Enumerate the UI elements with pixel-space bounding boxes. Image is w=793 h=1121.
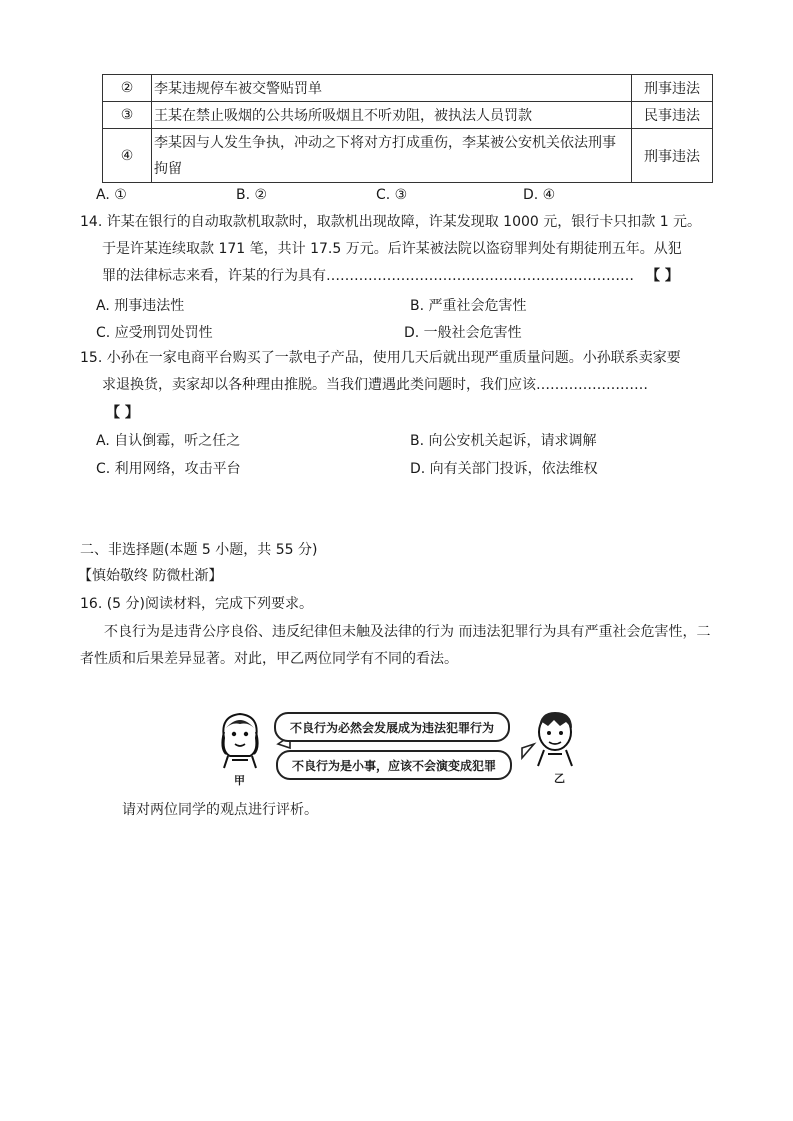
right-label: 乙: [554, 772, 565, 785]
q14-answer-bracket: 【 】: [646, 268, 679, 284]
q14-option-a: A. 刑事违法性: [96, 298, 185, 314]
q16-paragraph-line2: 者性质和后果差异显著。对此，甲乙两位同学有不同的看法。: [80, 651, 458, 667]
q14-line1: 14. 许某在银行的自动取款机取款时，取款机出现故障，许某发现取 1000 元，银行卡只扣款 1 元。: [80, 214, 702, 230]
row-description: 李某因与人发生争执，冲动之下将对方打成重伤，李某被公安机关依法刑事拘留: [154, 134, 616, 177]
q15-option-c: C. 利用网络，攻击平台: [96, 461, 241, 477]
section-theme: 【慎始敬终 防微杜渐】: [78, 568, 223, 584]
q15-answer-bracket: 【 】: [106, 405, 139, 421]
q13-option-c: C. ③: [376, 187, 408, 203]
q13-option-a: A. ①: [96, 187, 127, 203]
q13-option-d: D. ④: [523, 187, 556, 203]
row-number: ④: [103, 129, 152, 183]
table-row: [103, 129, 713, 183]
row-type: 民事违法: [632, 102, 713, 129]
boy-figure: [526, 706, 584, 768]
q15-option-b: B. 向公安机关起诉，请求调解: [410, 433, 597, 449]
q15-option-a: A. 自认倒霉，听之任之: [96, 433, 241, 449]
row-number: ②: [103, 75, 152, 102]
speech-bubble-top: [274, 712, 510, 742]
bubble-bottom-text: 不良行为是小事，应该不会演变成犯罪: [291, 758, 496, 773]
speech-bubble-bottom: [276, 750, 512, 780]
table-row: [103, 102, 713, 129]
row-type: 刑事违法: [632, 129, 713, 183]
q14-option-c: C. 应受刑罚处罚性: [96, 325, 213, 341]
table-row: [103, 75, 713, 102]
row-type: 刑事违法: [632, 75, 713, 102]
q16-prompt: 请对两位同学的观点进行评析。: [122, 802, 318, 818]
left-label: 甲: [234, 774, 245, 787]
q15-line2: 求退换货，卖家却以各种理由推脱。当我们遭遇此类问题时，我们应该……………………: [102, 377, 648, 393]
bubble-top-text: 不良行为必然会发展成为违法犯罪行为: [289, 720, 494, 735]
row-number: ③: [103, 102, 152, 129]
q14-line2: 于是许某连续取款 171 笔，共计 17.5 万元。后许某被法院以盗窃罪判处有期徒刑五年。从犯: [102, 241, 682, 257]
q14-option-d: D. 一般社会危害性: [404, 325, 522, 341]
q15-option-d: D. 向有关部门投诉，依法维权: [410, 461, 598, 477]
options-table: [102, 74, 713, 183]
row-description: 李某违规停车被交警贴罚单: [152, 75, 632, 102]
q13-option-b: B. ②: [236, 187, 268, 203]
q16-heading: 16. (5 分)阅读材料，完成下列要求。: [80, 596, 313, 612]
row-description: 王某在禁止吸烟的公共场所吸烟且不听劝阻，被执法人员罚款: [152, 102, 632, 129]
q16-paragraph-line1: 不良行为是违背公序良俗、违反纪律但未触及法律的行为 而违法犯罪行为具有严重社会危害性，二: [104, 624, 711, 640]
section-title: 二、非选择题(本题 5 小题，共 55 分): [80, 542, 318, 558]
q14-line3: 罪的法律标志来看，许某的行为具有…………………………………………………………: [102, 268, 634, 284]
q14-option-b: B. 严重社会危害性: [410, 298, 527, 314]
cartoon-illustration: [210, 700, 585, 790]
q15-line1: 15. 小孙在一家电商平台购买了一款电子产品，使用几天后就出现严重质量问题。小孙联系卖家要: [80, 350, 681, 366]
